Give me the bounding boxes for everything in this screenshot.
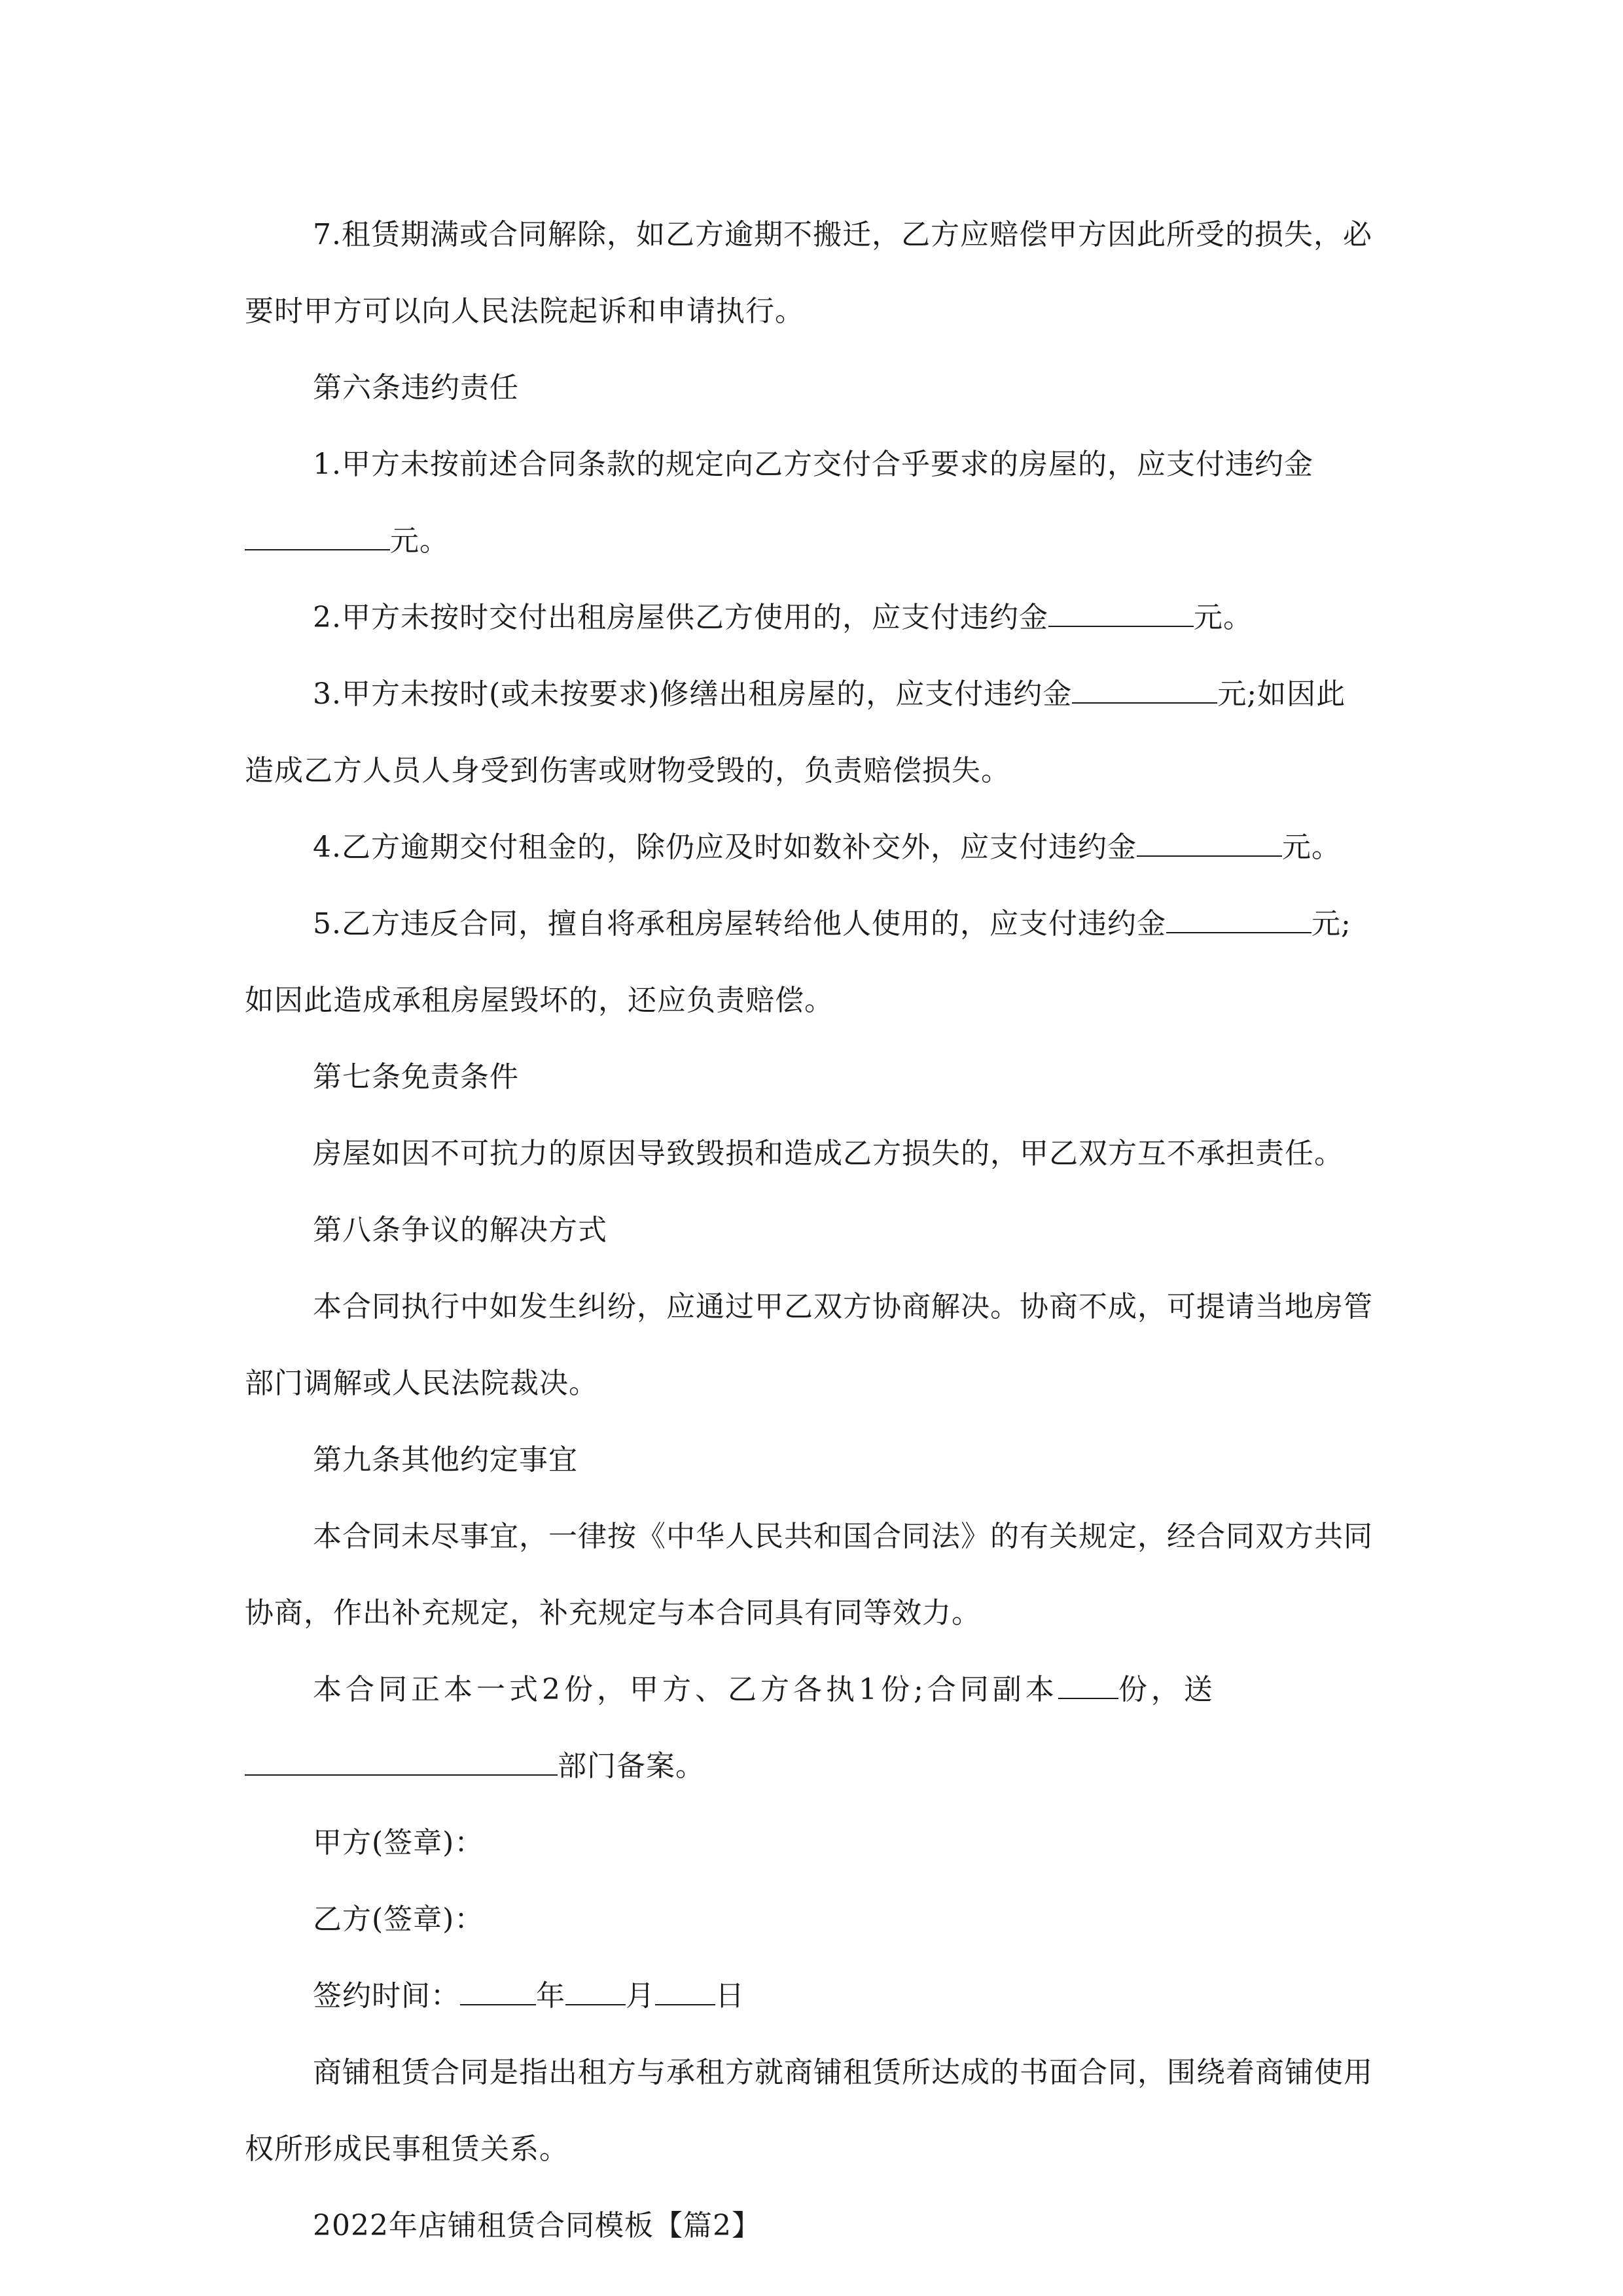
department-blank: [245, 1748, 558, 1776]
copies-blank: [1058, 1672, 1118, 1699]
article-6-item-2: [245, 579, 1374, 656]
party-a-signature: [245, 1804, 1374, 1881]
copies-send: 份，送: [1118, 1673, 1217, 1706]
copies-paragraph: [245, 1651, 1374, 1804]
article-8-paragraph: [245, 1268, 1374, 1422]
article-9-text: 本合同未尽事宜，一律按《中华人民共和国合同法》的有关规定，经合同双方共同协商，作出补充规定，补充规定与本合同具有同等效力。: [245, 1520, 1373, 1630]
article-8-title: 第八条争议的解决方式: [313, 1213, 607, 1247]
year-blank: [460, 1978, 536, 2005]
article-6-item-4: [245, 809, 1374, 886]
item-4-unit: 元。: [1281, 831, 1341, 864]
article-7-title: 第七条免责条件: [313, 1060, 519, 1094]
article-6-item-3: [245, 656, 1374, 809]
article-7-heading: [245, 1039, 1374, 1115]
amount-blank: [1137, 829, 1282, 857]
article-7-paragraph: [245, 1115, 1374, 1192]
signing-date: [245, 1958, 1374, 2034]
item-2-unit: 元。: [1193, 601, 1253, 634]
article-8-heading: [245, 1192, 1374, 1268]
summary-paragraph: [245, 2034, 1374, 2187]
party-b-label: 乙方(签章)：: [313, 1903, 484, 1936]
next-title-text: 2022年店铺租赁合同模板【篇2】: [313, 2209, 761, 2242]
day-blank: [655, 1978, 715, 2005]
month-label: 月: [626, 1979, 655, 2013]
copies-text: 本合同正本一式2份，甲方、乙方各执1份;合同副本: [313, 1673, 1058, 1706]
item-1-text: 1.甲方未按前述合同条款的规定向乙方交付合乎要求的房屋的，应支付违约金: [313, 448, 1313, 481]
party-b-signature: [245, 1881, 1374, 1958]
day-label: 日: [715, 1979, 745, 2013]
summary-text: 商铺租赁合同是指出租方与承租方就商铺租赁所达成的书面合同，围绕着商铺使用权所形成民事租赁关系。: [245, 2056, 1373, 2166]
amount-blank: [1048, 600, 1194, 627]
month-blank: [565, 1978, 626, 2005]
item-5-text: 5.乙方违反合同，擅自将承租房屋转给他人使用的，应支付违约金: [313, 907, 1166, 941]
article-6-heading: [245, 350, 1374, 426]
item-3-text: 3.甲方未按时(或未按要求)修缮出租房屋的，应支付违约金: [313, 677, 1073, 711]
item-4-text: 4.乙方逾期交付租金的，除仍应及时如数补交外，应支付违约金: [313, 831, 1137, 864]
amount-blank: [1072, 676, 1217, 704]
article-9-title: 第九条其他约定事宜: [313, 1443, 578, 1477]
item-3-rest: 元;如因此造成乙方人员人身受到伤害或财物受毁的，负责赔偿损失。: [245, 677, 1346, 787]
document-body: [245, 196, 1374, 2264]
article-9-heading: [245, 1422, 1374, 1498]
item-1-unit: 元。: [390, 524, 449, 558]
signing-date-label: 签约时间：: [313, 1979, 460, 2013]
article-8-text: 本合同执行中如发生纠纷，应通过甲乙双方协商解决。协商不成，可提请当地房管部门调解或人民法院裁决。: [245, 1290, 1373, 1400]
article-6-title: 第六条违约责任: [313, 371, 519, 404]
article-7-text: 房屋如因不可抗力的原因导致毁损和造成乙方损失的，甲乙双方互不承担责任。: [313, 1137, 1344, 1170]
article-6-item-5: [245, 886, 1374, 1039]
amount-blank: [245, 523, 390, 550]
item-2-text: 2.甲方未按时交付出租房屋供乙方使用的，应支付违约金: [313, 601, 1048, 634]
clause-7-text: 7.租赁期满或合同解除，如乙方逾期不搬迁，乙方应赔偿甲方因此所受的损失，必要时甲方可以向人民法院起诉和申请执行。: [245, 218, 1372, 328]
article-9-paragraph: [245, 1498, 1374, 1651]
clause-7-paragraph: [245, 196, 1374, 350]
copies-filing: 部门备案。: [558, 1749, 705, 1783]
year-label: 年: [536, 1979, 565, 2013]
party-a-label: 甲方(签章)：: [313, 1826, 484, 1859]
next-section-title: [245, 2187, 1374, 2264]
amount-blank: [1166, 906, 1311, 933]
item-5-rest: 元;如因此造成承租房屋毁坏的，还应负责赔偿。: [245, 907, 1351, 1017]
article-6-item-1: [245, 426, 1374, 579]
